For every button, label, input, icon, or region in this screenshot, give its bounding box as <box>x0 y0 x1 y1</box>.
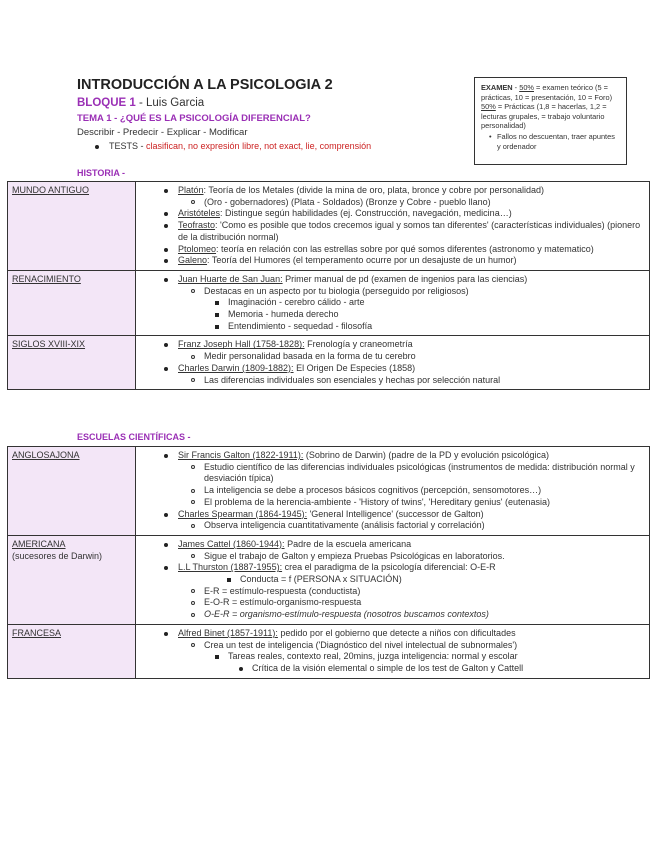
list-item: Medir personalidad basada en la forma de tu cerebro <box>204 351 645 363</box>
item-text: Padre de la escuela americana <box>284 538 412 549</box>
row-label-cell <box>8 535 136 624</box>
list-item <box>178 255 645 267</box>
tests-label: TESTS - <box>109 141 147 151</box>
list-item: O-E-R = organismo-estímulo-respuesta (nosotros buscamos contextos) <box>204 609 645 621</box>
list-item: El problema de la herencia-ambiente - 'History of twins', 'Hereditary genius' (eutenasia) <box>204 497 645 509</box>
exam-text <box>481 83 620 131</box>
list-item: Conducta = f (PERSONA x SITUACIÓN) <box>240 574 645 586</box>
row-content-cell <box>136 182 650 271</box>
list-item <box>178 363 645 386</box>
exam-text-part: = examen teórico (5 = prácticas, 10 = presentación, 10 = Foro) <box>481 83 613 102</box>
bullet-list <box>140 185 645 267</box>
bullet-list <box>140 539 645 621</box>
historia-table <box>7 181 650 390</box>
exam-percent: 50% <box>481 102 496 112</box>
tests-text: clasifican, no expresión libre, not exact, lie, comprensión <box>146 141 372 151</box>
list-item <box>178 450 645 509</box>
tema-heading: TEMA 1 - ¿QUÉ ES LA PSICOLOGÍA DIFERENCIAL? <box>77 113 311 124</box>
list-item: E-O-R = estímulo-organismo-respuesta <box>204 597 645 609</box>
item-text: Destacas en un aspecto por tu biologia (perseguido por religiosos) <box>204 285 469 296</box>
sub-list <box>178 520 645 532</box>
item-text: : teoría en relación con las estrellas sobre por qué somos diferentes (astronomo y matematico) <box>216 243 594 254</box>
item-text: : Distingue según habilidades (ej. Construcción, navegación, medicina…) <box>220 208 512 219</box>
item-text: Tareas reales, contexto real, 20mins, juzga inteligencia: normal y escolar <box>228 651 518 662</box>
row-label: RENACIMIENTO <box>12 273 81 284</box>
author-name: Sir Francis Galton (1822-1911): <box>178 450 304 460</box>
item-text: crea el paradigma de la psicología diferencial: O-E-R <box>282 562 496 573</box>
bullet-list <box>140 450 645 532</box>
row-content-cell <box>136 447 650 536</box>
author-name: Teofrasto <box>178 220 216 231</box>
sub-list <box>178 640 645 675</box>
goals-line: Describir - Predecir - Explicar - Modificar <box>77 127 248 138</box>
sub-list <box>178 551 645 563</box>
exam-text-part: = Prácticas (1,8 = hacerlas, 1,2 = lecturas grupales, = trabajo voluntario personalidad) <box>481 102 607 131</box>
author-name: L.L Thurston (1887-1955): <box>178 562 283 573</box>
list-item: Memoria - humeda derecho <box>228 309 645 321</box>
table-row <box>8 535 650 624</box>
bullet-list <box>140 274 645 333</box>
sub-list <box>204 651 645 674</box>
list-item <box>178 509 645 532</box>
historia-label: HISTORIA - <box>77 168 126 178</box>
author-name: Ptolomeo <box>178 243 217 254</box>
row-label-cell <box>8 336 136 390</box>
list-item <box>178 208 645 220</box>
bloque-label: BLOQUE 1 <box>77 97 136 109</box>
author-name: Alfred Binet (1857-1911): <box>178 627 278 638</box>
author-name: Charles Spearman (1864-1945): <box>178 508 308 519</box>
list-item <box>228 651 645 674</box>
item-text: Crea un test de inteligencia ('Diagnóstico del nivel intelectual de subnormales') <box>204 639 518 650</box>
list-item: Observa inteligencia cuantitativamente (análisis factorial y correlación) <box>204 520 645 532</box>
exam-box <box>474 77 627 165</box>
list-item <box>178 339 645 362</box>
row-content-cell <box>136 270 650 336</box>
exam-bullet: • Fallos no descuentan, traer apuntes y ordenador <box>497 132 620 151</box>
author-name: James Cattel (1860-1944): <box>178 538 285 549</box>
sub-list <box>228 663 645 675</box>
sub-list <box>178 462 645 509</box>
list-item: Entendimiento - sequedad - filosofía <box>228 321 645 333</box>
sub-list <box>178 197 645 209</box>
list-item <box>204 640 645 675</box>
row-label: SIGLOS XVIII-XIX <box>12 339 86 350</box>
exam-percent: 50% <box>519 83 534 92</box>
row-label-cell <box>8 624 136 678</box>
sub-list <box>178 375 645 387</box>
item-text: pedido por el gobierno que detecte a niños con dificultades <box>277 627 516 638</box>
exam-text-part: - <box>512 83 520 92</box>
row-label-cell <box>8 270 136 336</box>
list-item <box>178 562 645 621</box>
row-label: ANGLOSAJONA <box>12 450 80 460</box>
tests-line <box>95 141 371 151</box>
exam-list <box>481 132 620 151</box>
table-row <box>8 336 650 390</box>
list-item <box>178 274 645 333</box>
escuelas-table <box>7 446 650 679</box>
author-name: Franz Joseph Hall (1758-1828): <box>178 339 305 350</box>
bloque-heading <box>77 97 204 109</box>
item-text: : Teoría de los Metales (divide la mina de oro, plata, bronce y cobre por personalidad) <box>203 185 545 195</box>
table-row <box>8 270 650 336</box>
item-text: Primer manual de pd (examen de ingenios para las ciencias) <box>282 273 528 284</box>
row-content-cell <box>136 336 650 390</box>
list-item <box>178 244 645 256</box>
list-item <box>178 628 645 675</box>
row-sublabel: (sucesores de Darwin) <box>12 550 103 561</box>
item-text: (Sobrino de Darwin) (padre de la PD y evolución psicológica) <box>303 450 550 460</box>
list-item: (Oro - gobernadores) (Plata - Soldados) (Bronze y Cobre - pueblo llano) <box>204 197 645 209</box>
list-item: Estudio científico de las diferencias individuales psicológicas (instrumentos de medida: distribución normal y desviación típica) <box>204 462 645 485</box>
author-name: Platón <box>178 185 204 195</box>
list-item: E-R = estímulo-respuesta (conductista) <box>204 586 645 598</box>
item-text: : Teoría del Humores (el temperamento ocurre por un desajuste de un humor) <box>207 255 517 266</box>
list-item: Sigue el trabajo de Galton y empieza Pruebas Psicológicas en laboratorios. <box>204 551 645 563</box>
list-item <box>178 220 645 243</box>
sub-list <box>178 586 645 621</box>
exam-label: EXAMEN <box>481 83 513 92</box>
bullet-list <box>140 628 645 675</box>
list-item: La inteligencia se debe a procesos básicos cognitivos (percepción, sensomotores…) <box>204 485 645 497</box>
author-name: Charles Darwin (1809-1882): <box>178 362 294 373</box>
table-row <box>8 182 650 271</box>
row-label: FRANCESA <box>12 627 62 638</box>
row-label-cell <box>8 182 136 271</box>
bullet-icon <box>95 145 99 149</box>
row-content-cell <box>136 535 650 624</box>
item-text: : 'Como es posible que todos crecemos igual y somos tan diferentes' (características individuales) (pionero de la distribución normal) <box>178 220 641 242</box>
sub-list <box>204 297 645 332</box>
list-item: Las diferencias individuales son esenciales y hechas por selección natural <box>204 375 645 387</box>
row-label: AMERICANA <box>12 538 66 549</box>
sub-list <box>178 286 645 333</box>
list-item: Crítica de la visión elemental o simple de los test de Galton y Cattell <box>252 663 645 675</box>
list-item <box>178 539 645 562</box>
author-name: Juan Huarte de San Juan: <box>178 273 283 284</box>
row-content-cell <box>136 624 650 678</box>
list-item <box>204 286 645 333</box>
item-text: Frenología y craneometría <box>304 339 413 350</box>
row-label-cell <box>8 447 136 536</box>
table-row <box>8 624 650 678</box>
list-item: Imaginación - cerebro cálido - arte <box>228 297 645 309</box>
row-label: MUNDO ANTIGUO <box>12 185 90 195</box>
item-text: El Origen De Especies (1858) <box>293 362 416 373</box>
item-text: 'General Intelligence' (successor de Galton) <box>307 508 484 519</box>
escuelas-label: ESCUELAS CIENTÍFICAS - <box>77 432 191 442</box>
page-title: INTRODUCCIÓN A LA PSICOLOGIA 2 <box>77 77 333 93</box>
list-item <box>178 185 645 208</box>
table-row <box>8 447 650 536</box>
sub-list <box>178 574 645 586</box>
bullet-list <box>140 339 645 386</box>
author-name: - Luis Garcia <box>135 97 205 109</box>
author-name: Galeno <box>178 255 208 266</box>
author-name: Aristóteles <box>178 208 221 219</box>
sub-list <box>178 351 645 363</box>
